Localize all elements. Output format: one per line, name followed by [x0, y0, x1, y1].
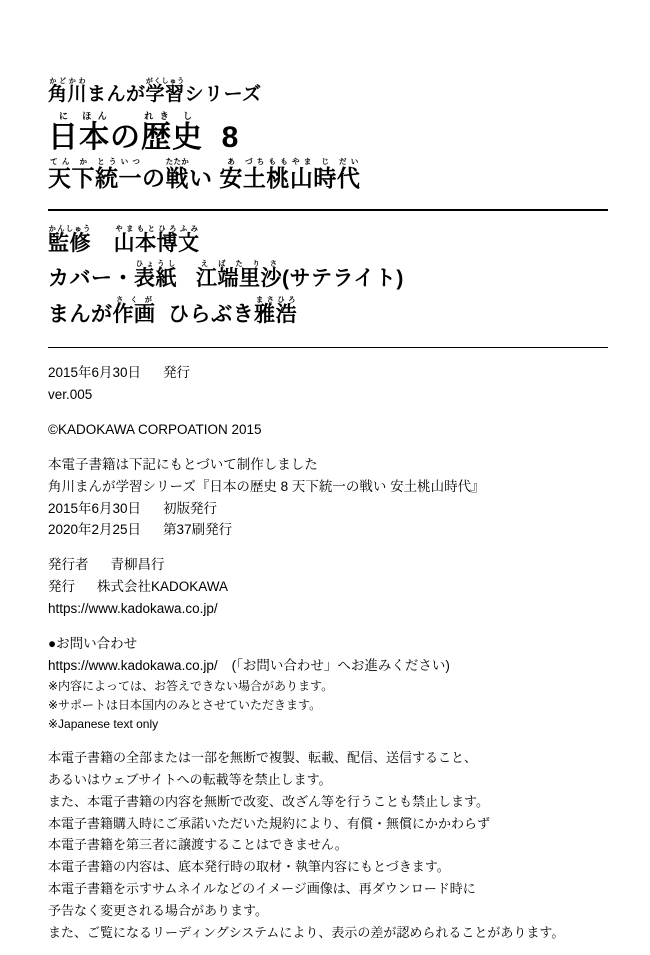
contact-note-1: ※内容によっては、お答えできない場合があります。	[48, 678, 334, 693]
legal-line: 本電子書籍の全部または一部を無断で複製、転載、配信、送信すること、	[48, 750, 478, 766]
legal-line: 本電子書籍を第三者に譲渡することはできません。	[48, 837, 348, 853]
book-title: 日に本ほんの歴れき史し 8	[48, 110, 240, 154]
first-edition-line	[48, 498, 608, 520]
publish-date: 2015年6月30日	[48, 365, 142, 381]
legal-line: 本電子書籍購入時にご承諾いただいた規約により、有償・無償にかかわらず	[48, 815, 491, 831]
title-block	[48, 78, 608, 191]
publisher-person-line	[48, 554, 608, 576]
based-on-title: 角川まんが学習シリーズ『日本の歴史 8 天下統一の戦い 安土桃山時代』	[48, 478, 485, 494]
legal-block	[48, 747, 608, 943]
legal-line: 本電子書籍の内容は、底本発行時の取材・執筆内容にもとづきます。	[48, 859, 450, 875]
credit-cover-artist: カバー・表紙ひょうし 江端里沙えばたりさ(サテライト)	[48, 260, 404, 291]
contact-note-3: ※Japanese text only	[48, 716, 159, 731]
publisher-url-text[interactable]: https://www.kadokawa.co.jp/	[48, 600, 218, 616]
publisher-label: 発行	[48, 579, 75, 595]
contact-note-2: ※サポートは日本国内のみとさせていただきます。	[48, 697, 322, 712]
publication-date-block	[48, 362, 608, 406]
publisher-line	[48, 576, 608, 598]
imprint-block	[48, 362, 608, 943]
legal-line: また、本電子書籍の内容を無断で改変、改ざん等を行うことも禁止します。	[48, 793, 489, 809]
first-edition-date: 2015年6月30日	[48, 500, 142, 516]
publish-label: 発行	[163, 365, 191, 381]
series-name: 角かど川かわまんが学習がくしゅうシリーズ	[48, 78, 262, 105]
publisher-person: 青柳昌行	[110, 557, 165, 573]
publisher-url[interactable]	[48, 598, 608, 620]
contact-url[interactable]: https://www.kadokawa.co.jp/	[48, 657, 218, 673]
publisher-name: 株式会社KADOKAWA	[97, 579, 229, 595]
contact-block	[48, 633, 608, 734]
divider-bottom	[48, 347, 608, 348]
contact-url-note: (「お問い合わせ」へお進みください)	[231, 657, 450, 673]
latest-printing-date: 2020年2月25日	[48, 522, 142, 538]
credits-block	[48, 225, 608, 332]
legal-line: また、ご覧になるリーディングシステムにより、表示の差が認められることがあります。	[48, 924, 565, 940]
latest-printing-label: 第37刷発行	[163, 522, 233, 538]
divider-top	[48, 209, 608, 211]
legal-line: あるいはウェブサイトへの転載等を禁止します。	[48, 771, 332, 787]
copyright: ©KADOKAWA CORPOATION 2015	[48, 421, 262, 437]
publication-date-line	[48, 362, 608, 384]
first-edition-label: 初版発行	[163, 500, 218, 516]
credit-supervisor: 監修かんしゅう 山本博文やまもとひろふみ	[48, 224, 200, 255]
contact-url-line	[48, 655, 608, 677]
publisher-block	[48, 554, 608, 620]
latest-printing-line	[48, 519, 608, 541]
credit-manga-artist: まんが作画さくが ひらぶき雅浩まさひろ	[48, 295, 298, 326]
contact-heading: ●お問い合わせ	[48, 635, 138, 651]
source-edition-block	[48, 454, 608, 541]
colophon-content	[48, 78, 608, 944]
version: ver.005	[48, 387, 93, 403]
book-subtitle: 天てん下か統とう一いつの戦たたかい 安あ土づち桃もも山やま時じ代だい	[48, 157, 361, 192]
based-on-heading: 本電子書籍は下記にもとづいて制作しました	[48, 456, 318, 472]
publisher-person-label: 発行者	[48, 557, 89, 573]
legal-line: 予告なく変更される場合があります。	[48, 902, 268, 918]
legal-line: 本電子書籍を示すサムネイルなどのイメージ画像は、再ダウンロード時に	[48, 881, 476, 897]
